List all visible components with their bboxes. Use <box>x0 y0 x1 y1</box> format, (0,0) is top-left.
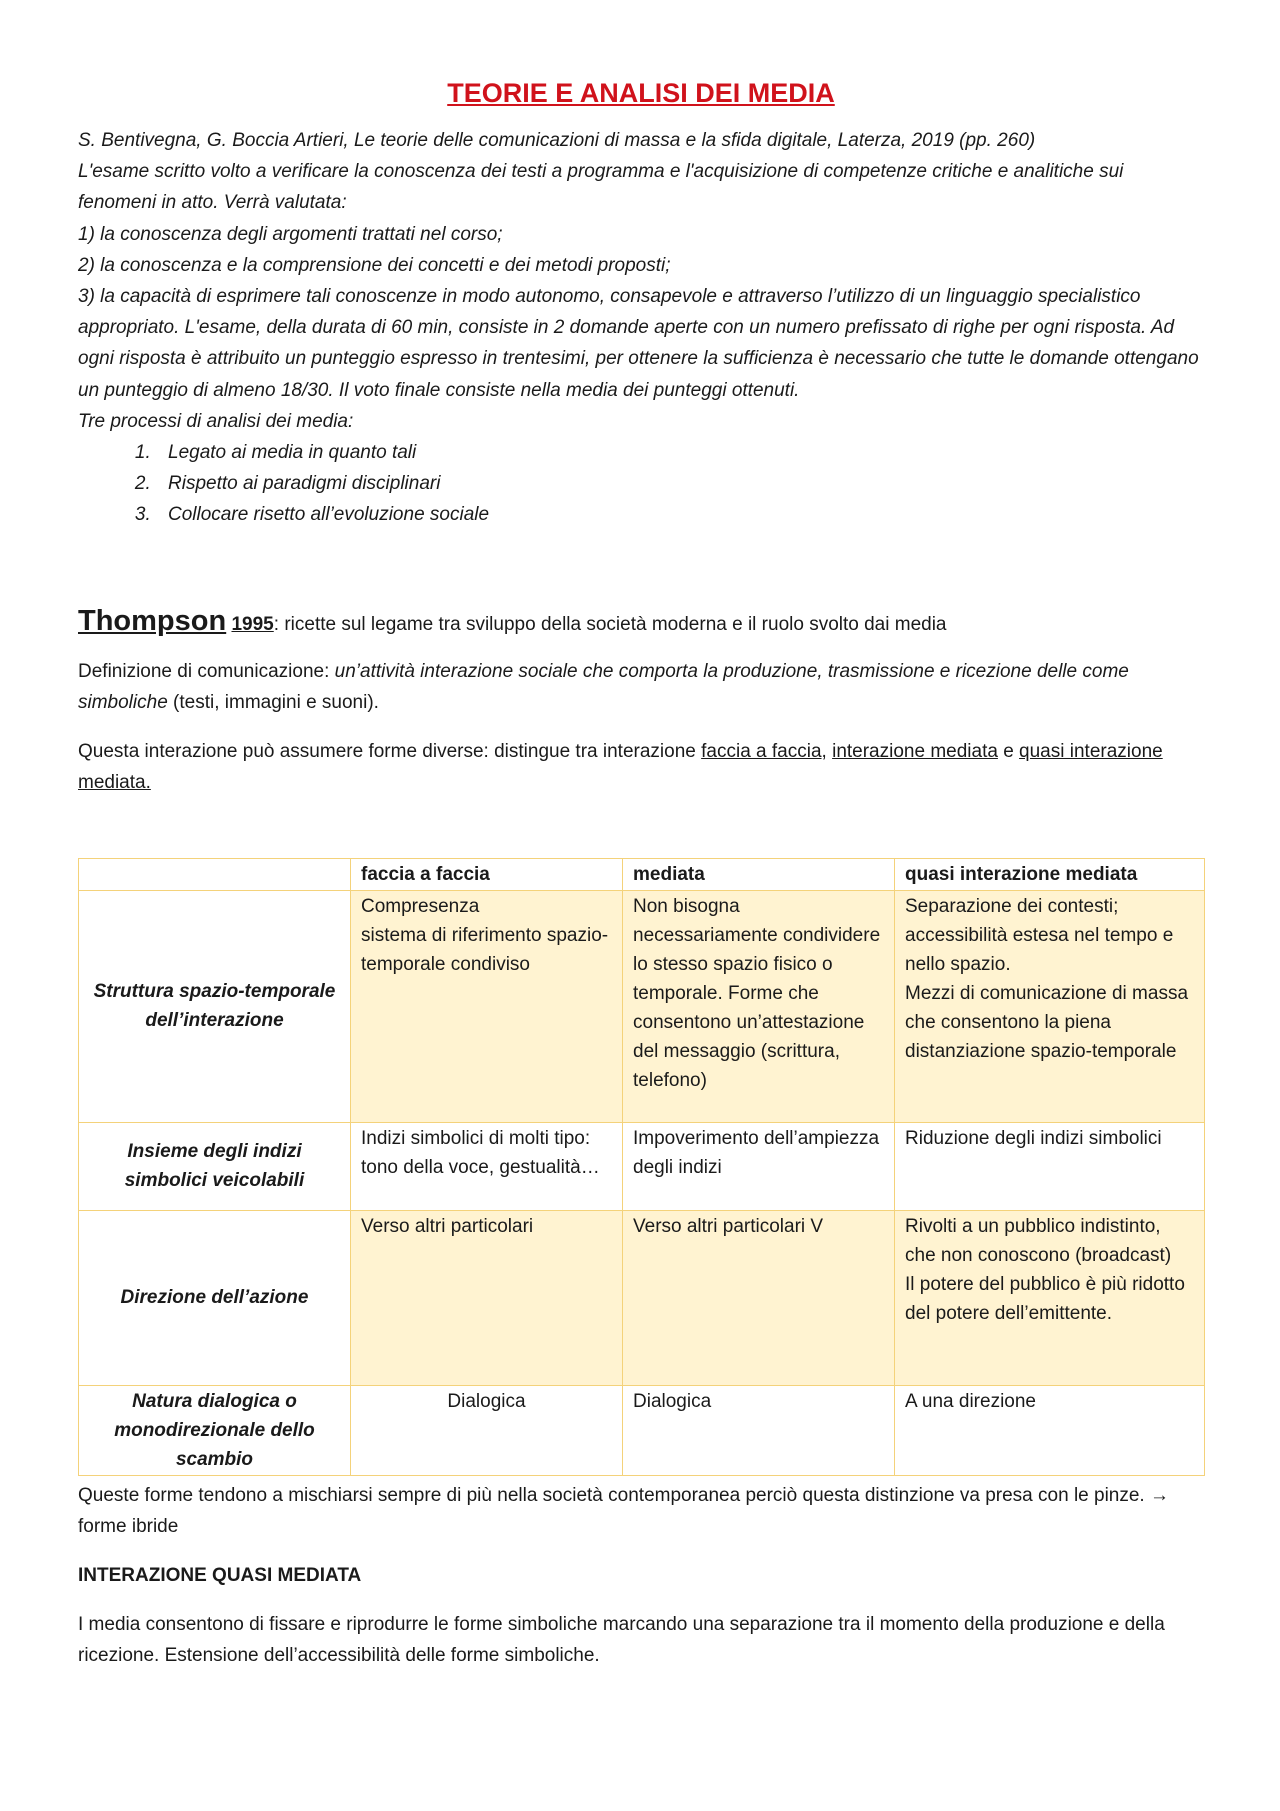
quasi-mediated-paragraph: I media consentono di fissare e riprodurre le forme simboliche marcando una separazione tra il momento della produzione e della ricezione. Estensione dell’accessibilità delle forme simboliche. <box>78 1613 1165 1666</box>
interaction-table <box>78 858 1205 1476</box>
table-header-row <box>79 858 1205 890</box>
criterion-2: 2) la conoscenza e la comprensione dei concetti e dei metodi proposti; <box>78 254 671 276</box>
hybrid-forms-note: Queste forme tendono a mischiarsi sempre di più nella società contemporanea perciò questa distinzione va presa con le pinze. → forme ibride <box>78 1484 1169 1537</box>
forms-sep-2: e <box>997 740 1020 762</box>
form-quasi-mediated: quasi interazione mediata. <box>78 740 1163 793</box>
row-label-dialogic: Natura dialogica o monodirezionale dello scambio <box>79 1385 351 1475</box>
list-item: 3. Collocare risetto all’evoluzione sociale <box>156 499 1204 530</box>
row-label-structure: Struttura spazio-temporale dell’interazione <box>79 890 351 1122</box>
form-mediated: interazione mediata <box>832 740 998 762</box>
definition-label: Definizione di comunicazione: <box>78 660 335 682</box>
table-row <box>79 1122 1205 1210</box>
forms-sep-1: , <box>821 740 833 762</box>
document-page <box>78 78 1204 1671</box>
table-cell: Dialogica <box>623 1385 895 1475</box>
table-cell: A una direzione <box>895 1385 1205 1475</box>
list-item: 1. Legato ai media in quanto tali <box>156 437 1204 468</box>
thompson-year: 1995 <box>231 613 274 635</box>
criterion-3: 3) la capacità di esprimere tali conoscenze in modo autonomo, consapevole e attraverso l’utilizzo di un linguaggio specialistico appropriato. L'esame, della durata di 60 min, consiste in 2 domande aperte con un numero prefissato di righe per ogni risposta. Ad ogni risposta è attribuito un punteggio espresso in trentesimi, per ottenere la sufficienza è necessario che tutte le domande ottengano un punteggio di almeno 18/30. Il voto finale consiste nella media dei punteggi ottenuti. <box>78 286 1199 401</box>
table-header-quasi-mediated: quasi interazione mediata <box>895 858 1205 890</box>
table-cell: Verso altri particolari V <box>623 1210 895 1385</box>
intro-block <box>78 125 1204 531</box>
row-label-direction: Direzione dell’azione <box>79 1210 351 1385</box>
table-cell: Compresenza sistema di riferimento spazio-temporale condiviso <box>351 890 623 1122</box>
forms-paragraph <box>78 736 1204 798</box>
page-title: TEORIE E ANALISI DEI MEDIA <box>447 78 835 108</box>
definition-paragraph <box>78 656 1204 718</box>
table-cell: Riduzione degli indizi simbolici <box>895 1122 1205 1210</box>
table-cell: Rivolti a un pubblico indistinto, che non conoscono (broadcast) Il potere del pubblico è più ridotto del potere dell’emittente. <box>895 1210 1205 1385</box>
table-cell: Separazione dei contesti; accessibilità estesa nel tempo e nello spazio. Mezzi di comunicazione di massa che consentono la piena distanziazione spazio-temporale <box>895 890 1205 1122</box>
row-label-cues: Insieme degli indizi simbolici veicolabili <box>79 1122 351 1210</box>
processes-heading: Tre processi di analisi dei media: <box>78 410 354 432</box>
quasi-mediated-heading: INTERAZIONE QUASI MEDIATA <box>78 1564 362 1586</box>
forms-lead: Questa interazione può assumere forme diverse: distingue tra interazione <box>78 740 702 762</box>
exam-description: L'esame scritto volto a verificare la conoscenza dei testi a programma e l'acquisizione di competenze critiche e analitiche sui fenomeni in atto. Verrà valutata: <box>78 161 1124 214</box>
processes-list <box>78 437 1204 531</box>
citation: S. Bentivegna, G. Boccia Artieri, Le teorie delle comunicazioni di massa e la sfida digitale, Laterza, 2019 (pp. 260) <box>78 130 1036 151</box>
thompson-tagline: : ricette sul legame tra sviluppo della società moderna e il ruolo svolto dai media <box>273 613 947 635</box>
table-cell: Indizi simbolici di molti tipo: tono della voce, gestualità… <box>351 1122 623 1210</box>
table-row <box>79 890 1205 1122</box>
table-header-empty <box>79 858 351 890</box>
criterion-1: 1) la conoscenza degli argomenti trattati nel corso; <box>78 223 503 245</box>
table-cell: Impoverimento dell’ampiezza degli indizi <box>623 1122 895 1210</box>
list-item: 2. Rispetto ai paradigmi disciplinari <box>156 468 1204 499</box>
table-row <box>79 1385 1205 1475</box>
table-header-face-to-face: faccia a faccia <box>351 858 623 890</box>
table-row <box>79 1210 1205 1385</box>
form-face-to-face: faccia a faccia <box>701 740 822 762</box>
thompson-name: Thompson <box>78 604 227 637</box>
table-cell: Non bisogna necessariamente condividere lo stesso spazio fisico o temporale. Forme che consentono un’attestazione del messaggio (scrittura, telefono) <box>623 890 895 1122</box>
table-cell: Verso altri particolari <box>351 1210 623 1385</box>
definition-tail: (testi, immagini e suoni). <box>167 691 379 713</box>
table-cell: Dialogica <box>351 1385 623 1475</box>
table-header-mediated: mediata <box>623 858 895 890</box>
definition-italic: un’attività interazione sociale che comporta la produzione, trasmissione e ricezione delle come simboliche <box>78 660 1129 713</box>
thompson-heading <box>78 605 1204 638</box>
